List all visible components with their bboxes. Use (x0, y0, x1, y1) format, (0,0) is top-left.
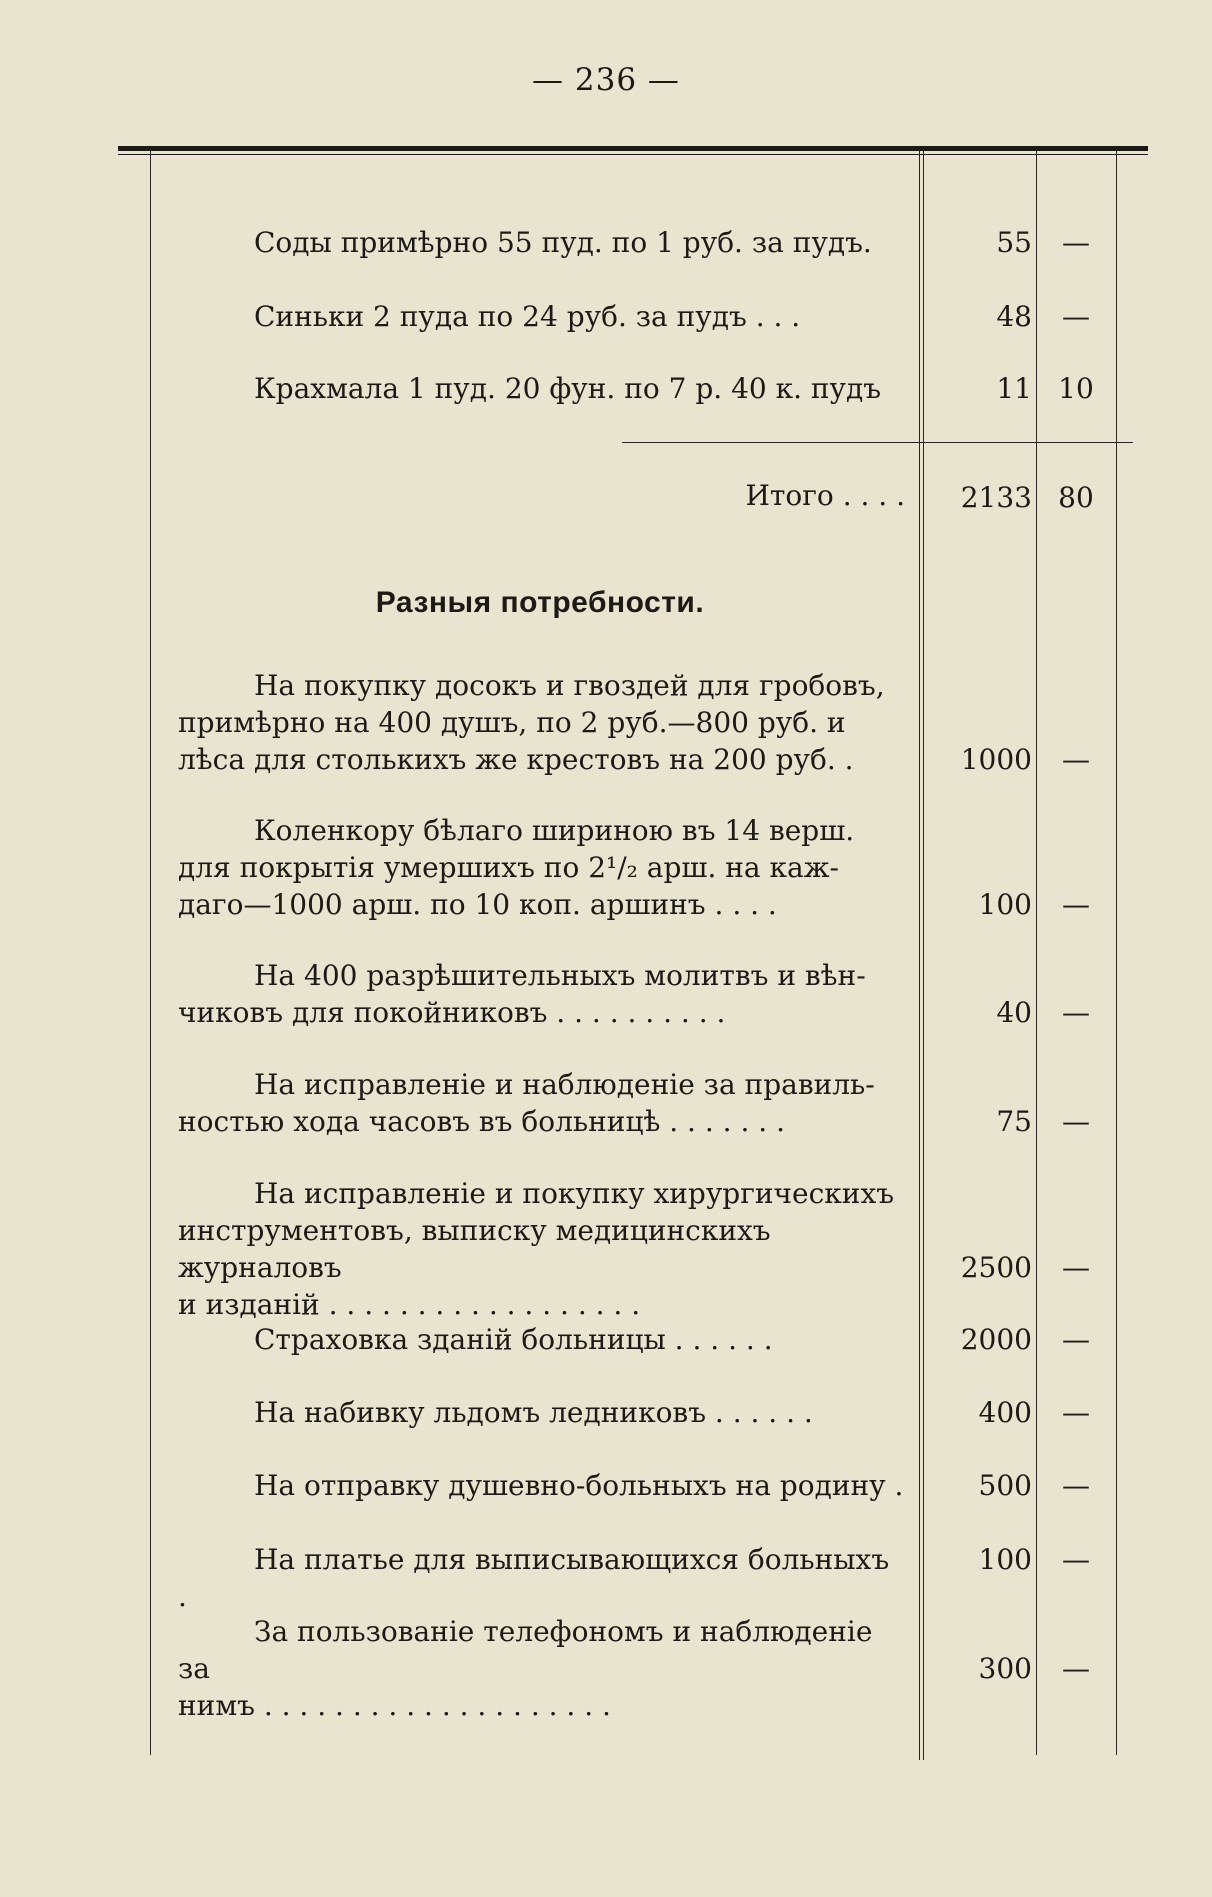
expense-row-description (178, 957, 906, 1031)
column-rule-right (1116, 150, 1117, 1755)
rubles-value: 11 (996, 372, 1032, 405)
rubles-value: 48 (996, 300, 1032, 333)
section-title: Разныя потребности. (375, 586, 705, 619)
page-number: — 236 — (532, 62, 680, 98)
expense-row-description (178, 298, 906, 335)
kopecks-value: — (1062, 1323, 1090, 1356)
column-rule-kop (1036, 150, 1037, 1755)
expense-row-description (178, 1321, 906, 1358)
row-line: ностью хода часовъ въ больницѣ . . . . . . . (178, 1105, 785, 1138)
row-line: Синьки 2 пуда по 24 руб. за пудъ . . . (254, 300, 801, 333)
total-kopecks: 80 (1058, 481, 1094, 514)
rubles-value: 300 (978, 1652, 1032, 1685)
row-line: даго—1000 арш. по 10 коп. аршинъ . . . . (178, 888, 777, 921)
column-rule-rub-left (919, 150, 920, 1760)
kopecks-value: — (1062, 1251, 1090, 1284)
rubles-value: 40 (996, 996, 1032, 1029)
row-line: и изданій . . . . . . . . . . . . . . . . . . (178, 1288, 641, 1321)
row-line: На покупку досокъ и гвоздей для гробовъ, (254, 669, 885, 702)
kopecks-value: — (1062, 1469, 1090, 1502)
total-label: Итого . . . . (745, 479, 905, 512)
expense-row-description (178, 1175, 906, 1323)
kopecks-value: — (1062, 226, 1090, 259)
rubles-value: 500 (978, 1469, 1032, 1502)
expense-row-description (178, 370, 906, 407)
row-line: На отправку душевно-больныхъ на родину . (254, 1469, 904, 1502)
expense-row-description (178, 1467, 906, 1504)
expense-row-description (178, 1394, 906, 1431)
row-line: инструментовъ, выписку медицинскихъ журналовъ (178, 1214, 771, 1284)
rubles-value: 400 (978, 1396, 1032, 1429)
row-line: лѣса для столькихъ же крестовъ на 200 руб. . (178, 743, 854, 776)
rubles-value: 2000 (960, 1323, 1032, 1356)
row-line: На исправленіе и наблюденіе за правиль- (254, 1068, 875, 1101)
row-line: примѣрно на 400 душъ, по 2 руб.—800 руб. и (178, 706, 846, 739)
kopecks-value: — (1062, 888, 1090, 921)
kopecks-value: 10 (1058, 372, 1094, 405)
expense-row-description (178, 1613, 906, 1724)
expense-row-description (178, 1541, 906, 1615)
column-rule-rub-left-inner (923, 150, 924, 1760)
total-rubles: 2133 (960, 481, 1032, 514)
top-rule (118, 146, 1148, 151)
rubles-value: 55 (996, 226, 1032, 259)
expense-row-description (178, 224, 906, 261)
rubles-value: 2500 (960, 1251, 1032, 1284)
row-line: На 400 разрѣшительныхъ молитвъ и вѣн- (254, 959, 866, 992)
row-line: На исправленіе и покупку хирургическихъ (254, 1177, 895, 1210)
expense-row-description (178, 812, 906, 923)
row-line: чиковъ для покойниковъ . . . . . . . . . . (178, 996, 726, 1029)
kopecks-value: — (1062, 743, 1090, 776)
row-line: Коленкору бѣлаго шириною въ 14 верш. (254, 814, 855, 847)
expense-row-description (178, 1066, 906, 1140)
kopecks-value: — (1062, 300, 1090, 333)
row-line: нимъ . . . . . . . . . . . . . . . . . . . . (178, 1689, 611, 1722)
kopecks-value: — (1062, 1543, 1090, 1576)
rubles-value: 100 (978, 1543, 1032, 1576)
expense-row-description (178, 667, 906, 778)
kopecks-value: — (1062, 1105, 1090, 1138)
kopecks-value: — (1062, 996, 1090, 1029)
row-line: На платье для выписывающихся больныхъ . (178, 1543, 890, 1613)
column-rule-left (150, 150, 151, 1755)
row-line: Страховка зданій больницы . . . . . . (254, 1323, 773, 1356)
row-line: За пользованіе телефономъ и наблюденіе за (178, 1615, 873, 1685)
rubles-value: 1000 (960, 743, 1032, 776)
rubles-value: 75 (996, 1105, 1032, 1138)
row-line: На набивку льдомъ ледниковъ . . . . . . (254, 1396, 813, 1429)
total-rule (622, 442, 1133, 443)
row-line: Соды примѣрно 55 пуд. по 1 руб. за пудъ. (254, 226, 872, 259)
row-line: Крахмала 1 пуд. 20 фун. по 7 р. 40 к. пудъ (254, 372, 882, 405)
rubles-value: 100 (978, 888, 1032, 921)
kopecks-value: — (1062, 1396, 1090, 1429)
row-line: для покрытія умершихъ по 2¹/₂ арш. на каж- (178, 851, 839, 884)
kopecks-value: — (1062, 1652, 1090, 1685)
